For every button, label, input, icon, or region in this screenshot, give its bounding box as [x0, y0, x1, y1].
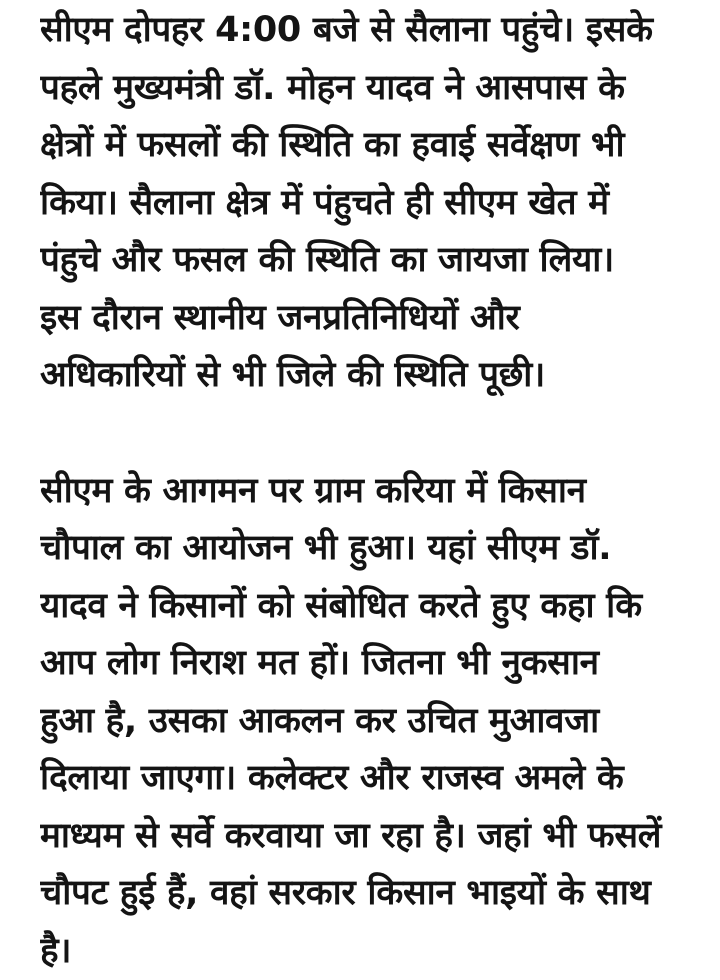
text-line: सीएम दोपहर 4:00 बजे से सैलाना पहुंचे। इसके — [40, 2, 698, 60]
text-line: अधिकारियों से भी जिले की स्थिति पूछी। — [40, 347, 698, 405]
text-line: पंहुचे और फसल की स्थिति का जायजा लिया। — [40, 232, 698, 290]
text-line: है। — [40, 923, 698, 980]
text-line: आप लोग निराश मत हों। जितना भी नुकसान — [40, 635, 698, 693]
text-line: यादव ने किसानों को संबोधित करते हुए कहा कि — [40, 578, 698, 636]
text-line: पहले मुख्यमंत्री डॉ. मोहन यादव ने आसपास के — [40, 60, 698, 118]
text-line: इस दौरान स्थानीय जनप्रतिनिधियों और — [40, 290, 698, 348]
text-line: दिलाया जाएगा। कलेक्टर और राजस्व अमले के — [40, 750, 698, 808]
text-line: क्षेत्रों में फसलों की स्थिति का हवाई सर्वेक्षण भी — [40, 117, 698, 175]
text-line: हुआ है, उसका आकलन कर उचित मुआवजा — [40, 693, 698, 751]
text-line: चौपाल का आयोजन भी हुआ। यहां सीएम डॉ. — [40, 520, 698, 578]
text-line: किया। सैलाना क्षेत्र में पंहुचते ही सीएम खेत में — [40, 175, 698, 233]
text-line: माध्यम से सर्वे करवाया जा रहा है। जहां भी फसलें — [40, 808, 698, 866]
paragraph-1 — [40, 2, 698, 405]
paragraph-2 — [40, 463, 698, 980]
text-line: चौपट हुई हैं, वहां सरकार किसान भाइयों के साथ — [40, 865, 698, 923]
paragraph-spacer — [40, 405, 698, 463]
text-line: सीएम के आगमन पर ग्राम करिया में किसान — [40, 463, 698, 521]
